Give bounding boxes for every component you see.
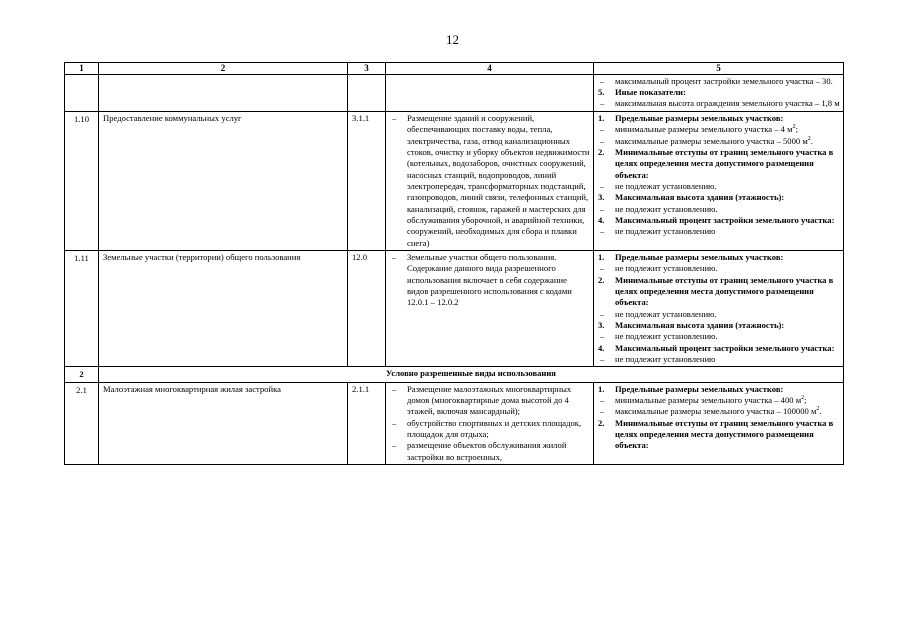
parameter-value: – не подлежит установлению — [597, 226, 840, 237]
description-list — [389, 252, 590, 309]
parameter-heading: 2. Минимальные отступы от границ земельного участка в целях определения места допустимого размещения объекта: — [598, 417, 834, 451]
row-number: 1.11 — [65, 250, 99, 366]
section-title: Условно разрешенные виды использования — [99, 367, 844, 382]
page-number: 12 — [446, 32, 459, 47]
use-description — [386, 382, 594, 464]
description-item: – размещение объектов обслуживания жилой застройки во встроенных, — [389, 440, 590, 463]
parameter-number: 4. — [598, 342, 605, 353]
parameter-heading: 4. Максимальный процент застройки земельного участка: — [598, 342, 835, 353]
use-description — [386, 111, 594, 250]
parameter-number: 1. — [598, 383, 605, 394]
parameter-number: 5. — [598, 87, 605, 98]
use-name: Малоэтажная многоквартирная жилая застройка — [99, 382, 348, 464]
parameter-heading: 5. Иные показатели: — [598, 87, 686, 98]
use-code — [348, 74, 386, 111]
parameter-number: 4. — [598, 214, 605, 225]
table-row — [65, 382, 844, 464]
parameters — [594, 382, 844, 464]
description-item: – обустройство спортивных и детских площадок, площадок для отдыха; — [389, 418, 590, 441]
table-row — [65, 74, 844, 111]
parameter-value: – не подлежат установлению. — [597, 181, 840, 192]
parameter-number: 3. — [598, 320, 605, 331]
parameters — [594, 250, 844, 366]
parameter-value: – минимальные размеры земельного участка – 4 $м^2$; — [597, 124, 840, 135]
parameter-number: 3. — [598, 192, 605, 203]
parameter-value: – минимальные размеры земельного участка – 400 $м^2$; — [597, 395, 840, 406]
use-code: 12.0 — [348, 250, 386, 366]
column-numbers-row — [65, 63, 844, 75]
column-number: 2 — [99, 63, 348, 75]
parameter-heading: 4. Максимальный процент застройки земельного участка: — [598, 214, 835, 225]
parameter-value: – максимальные размеры земельного участка – 100000 $м^2$. — [597, 406, 840, 417]
use-name: Предоставление коммунальных услуг — [99, 111, 348, 250]
parameter-number: 2. — [598, 146, 605, 157]
parameter-heading: 3. Максимальная высота здания (этажность): — [598, 192, 785, 203]
use-name — [99, 74, 348, 111]
description-item: – Размещение зданий и сооружений, обеспечивающих поставку воды, тепла, электричества, газа, отвод канализационных стоков, очистку и уборку объектов недвижимости (котельных, водозаборов, очистных сооружений, насосных станций, водопроводов, линий электропередач, трансформаторных подстанций, газопроводов, линий связи, телефонных станций, канализаций, стоянок, гаражей и мастерских для обслуживания уборочной, и аварийной техники, сооружений, необходимых для сбора и плавки снега) — [389, 113, 590, 249]
description-item: – Размещение малоэтажных многоквартирных домов (многоквартирные дома высотой до 4 этажей, включая мансардный); — [389, 384, 590, 418]
use-description — [386, 74, 594, 111]
row-number: 1.10 — [65, 111, 99, 250]
column-number: 3 — [348, 63, 386, 75]
parameter-heading: 1. Предельные размеры земельных участков: — [598, 112, 784, 123]
use-description — [386, 250, 594, 366]
parameter-number: 1. — [598, 251, 605, 262]
parameter-value: – не подлежат установлению. — [597, 309, 840, 320]
parameter-number: 2. — [598, 417, 605, 428]
use-code: 3.1.1 — [348, 111, 386, 250]
parameters — [594, 74, 844, 111]
parameter-heading: 2. Минимальные отступы от границ земельного участка в целях определения места допустимого размещения объекта: — [598, 274, 834, 308]
table-row — [65, 111, 844, 250]
column-number: 4 — [386, 63, 594, 75]
parameter-heading: 2. Минимальные отступы от границ земельного участка в целях определения места допустимого размещения объекта: — [598, 146, 834, 180]
parameter-value: – максимальная высота ограждения земельного участка – 1,8 м — [597, 98, 840, 109]
table-row — [65, 250, 844, 366]
row-number — [65, 74, 99, 111]
parameter-heading: 1. Предельные размеры земельных участков: — [598, 383, 784, 394]
column-number: 1 — [65, 63, 99, 75]
parameter-heading: 3. Максимальная высота здания (этажность): — [598, 320, 785, 331]
parameter-number: 1. — [598, 112, 605, 123]
column-number: 5 — [594, 63, 844, 75]
description-item: – Земельные участки общего пользования. Содержание данного вида разрешенного использования включает в себя содержание видов разрешенного использования с кодами 12.0.1 – 12.0.2 — [389, 252, 590, 309]
parameter-value: – не подлежит установлению. — [597, 331, 840, 342]
row-number: 2.1 — [65, 382, 99, 464]
parameter-heading: 1. Предельные размеры земельных участков: — [598, 251, 784, 262]
parameters — [594, 111, 844, 250]
description-list — [389, 113, 590, 249]
parameter-number: 2. — [598, 274, 605, 285]
use-code: 2.1.1 — [348, 382, 386, 464]
section-row — [65, 367, 844, 382]
parameter-value: – не подлежит установлению — [597, 354, 840, 365]
use-name: Земельные участки (территории) общего пользования — [99, 250, 348, 366]
parameter-value: – не подлежит установлению. — [597, 263, 840, 274]
description-list — [389, 384, 590, 463]
zoning-table — [64, 62, 844, 465]
section-number: 2 — [65, 367, 99, 382]
parameter-value: – максимальный процент застройки земельного участка – 30. — [597, 76, 840, 87]
parameter-value: – не подлежит установлению. — [597, 204, 840, 215]
parameter-value: – максимальные размеры земельного участка – 5000 $м^2$. — [597, 136, 840, 147]
